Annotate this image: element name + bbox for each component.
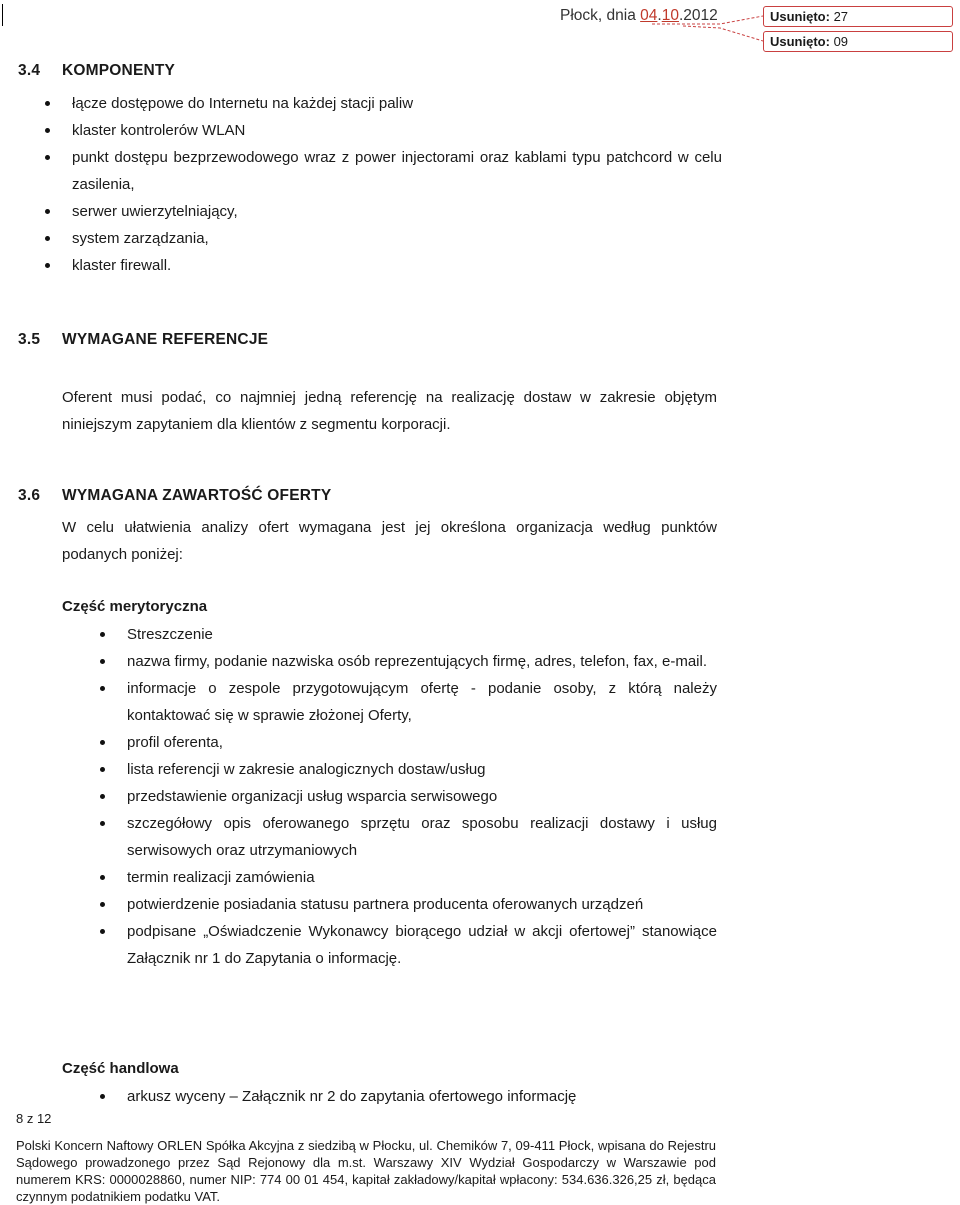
comment-value: 09 bbox=[833, 34, 849, 49]
date-separator: . bbox=[678, 7, 684, 24]
components-list bbox=[72, 90, 722, 279]
bullet-icon bbox=[45, 209, 50, 214]
subsection-trade-heading: Część handlowa bbox=[62, 1060, 179, 1077]
bullet-icon bbox=[100, 740, 105, 745]
section-heading-3-6 bbox=[18, 487, 331, 505]
list-item: nazwa firmy, podanie nazwiska osób reprezentujących firmę, adres, telefon, fax, e-mail. bbox=[127, 648, 717, 675]
section-heading-3-4 bbox=[18, 62, 175, 80]
trade-requirements-list bbox=[127, 1083, 717, 1110]
date-separator: . bbox=[657, 7, 662, 24]
list-item: klaster kontrolerów WLAN bbox=[72, 117, 722, 144]
list-item: system zarządzania, bbox=[72, 225, 722, 252]
comment-label: Usunięto: bbox=[770, 9, 830, 24]
references-paragraph: Oferent musi podać, co najmniej jedną referencję na realizację dostaw w zakresie objętym niniejszym zapytaniem dla klientów z segmentu korporacji. bbox=[62, 389, 717, 433]
bullet-icon bbox=[100, 902, 105, 907]
subsection-merit-heading: Część merytoryczna bbox=[62, 598, 208, 615]
section-number: 3.6 bbox=[18, 487, 41, 504]
comment-label: Usunięto: bbox=[770, 34, 830, 49]
date-year: 2012 bbox=[683, 7, 718, 24]
bullet-icon bbox=[100, 929, 105, 934]
bullet-icon bbox=[100, 632, 105, 637]
revision-comment-deleted[interactable] bbox=[763, 6, 953, 27]
bullet-icon bbox=[45, 236, 50, 241]
offer-content-paragraph: W celu ułatwienia analizy ofert wymagana jest jej określona organizacja według punktów podanych poniżej: bbox=[62, 519, 717, 563]
bullet-icon bbox=[45, 101, 50, 106]
bullet-icon bbox=[100, 821, 105, 826]
section-title: WYMAGANA ZAWARTOŚĆ OFERTY bbox=[62, 487, 332, 504]
section-number: 3.4 bbox=[18, 62, 41, 79]
date-prefix: Płock, dnia bbox=[560, 7, 641, 24]
date-day-revised[interactable]: 04 bbox=[640, 7, 658, 24]
list-item: arkusz wyceny – Załącznik nr 2 do zapytania ofertowego informację bbox=[127, 1083, 717, 1110]
bullet-icon bbox=[100, 659, 105, 664]
bullet-icon bbox=[45, 263, 50, 268]
bullet-icon bbox=[100, 794, 105, 799]
revision-comment-deleted[interactable] bbox=[763, 31, 953, 52]
company-footer: Polski Koncern Naftowy ORLEN Spółka Akcyjna z siedzibą w Płocku, ul. Chemików 7, 09-411 Płock, wpisana do Rejestru Sądowego prowadzonego przez Sąd Rejonowy dla m.st. Warszawy XIV Wydział Gospodarczy w Warszawie pod numerem KRS: 0000028860, numer NIP: 774 00 01 454, kapitał zakładowy/kapitał wpłacony: 534.636.326,25 zł, będąca czynnym podatnikiem podatku VAT. bbox=[16, 1138, 716, 1204]
list-item: łącze dostępowe do Internetu na każdej stacji paliw bbox=[72, 90, 722, 117]
list-item: przedstawienie organizacji usług wsparcia serwisowego bbox=[127, 783, 717, 810]
section-number: 3.5 bbox=[18, 331, 41, 348]
comment-value: 27 bbox=[833, 9, 849, 24]
bullet-icon bbox=[45, 155, 50, 160]
bullet-icon bbox=[100, 1094, 105, 1099]
list-item: lista referencji w zakresie analogicznych dostaw/usług bbox=[127, 756, 717, 783]
bullet-icon bbox=[100, 686, 105, 691]
list-item: termin realizacji zamówienia bbox=[127, 864, 717, 891]
list-item: podpisane „Oświadczenie Wykonawcy biorącego udział w akcji ofertowej” stanowiące Załącznik nr 1 do Zapytania o informację. bbox=[127, 918, 717, 972]
date-month-revised[interactable]: 10 bbox=[661, 7, 679, 24]
bullet-icon bbox=[100, 767, 105, 772]
list-item: profil oferenta, bbox=[127, 729, 717, 756]
merit-requirements-list bbox=[127, 621, 717, 972]
list-item: klaster firewall. bbox=[72, 252, 722, 279]
section-title: KOMPONENTY bbox=[62, 62, 176, 79]
list-item: serwer uwierzytelniający, bbox=[72, 198, 722, 225]
bullet-icon bbox=[100, 875, 105, 880]
list-item: potwierdzenie posiadania statusu partnera producenta oferowanych urządzeń bbox=[127, 891, 717, 918]
list-item: informacje o zespole przygotowującym ofertę - podanie osoby, z którą należy kontaktować się w sprawie złożonej Oferty, bbox=[127, 675, 717, 729]
list-item: Streszczenie bbox=[127, 621, 717, 648]
page-number: 8 z 12 bbox=[16, 1111, 52, 1126]
section-heading-3-5 bbox=[18, 331, 268, 349]
list-item: szczegółowy opis oferowanego sprzętu oraz sposobu realizacji dostawy i usług serwisowych oraz utrzymaniowych bbox=[127, 810, 717, 864]
bullet-icon bbox=[45, 128, 50, 133]
list-item: punkt dostępu bezprzewodowego wraz z power injectorami oraz kablami typu patchcord w celu zasilenia, bbox=[72, 144, 722, 198]
section-title: WYMAGANE REFERENCJE bbox=[62, 331, 269, 348]
